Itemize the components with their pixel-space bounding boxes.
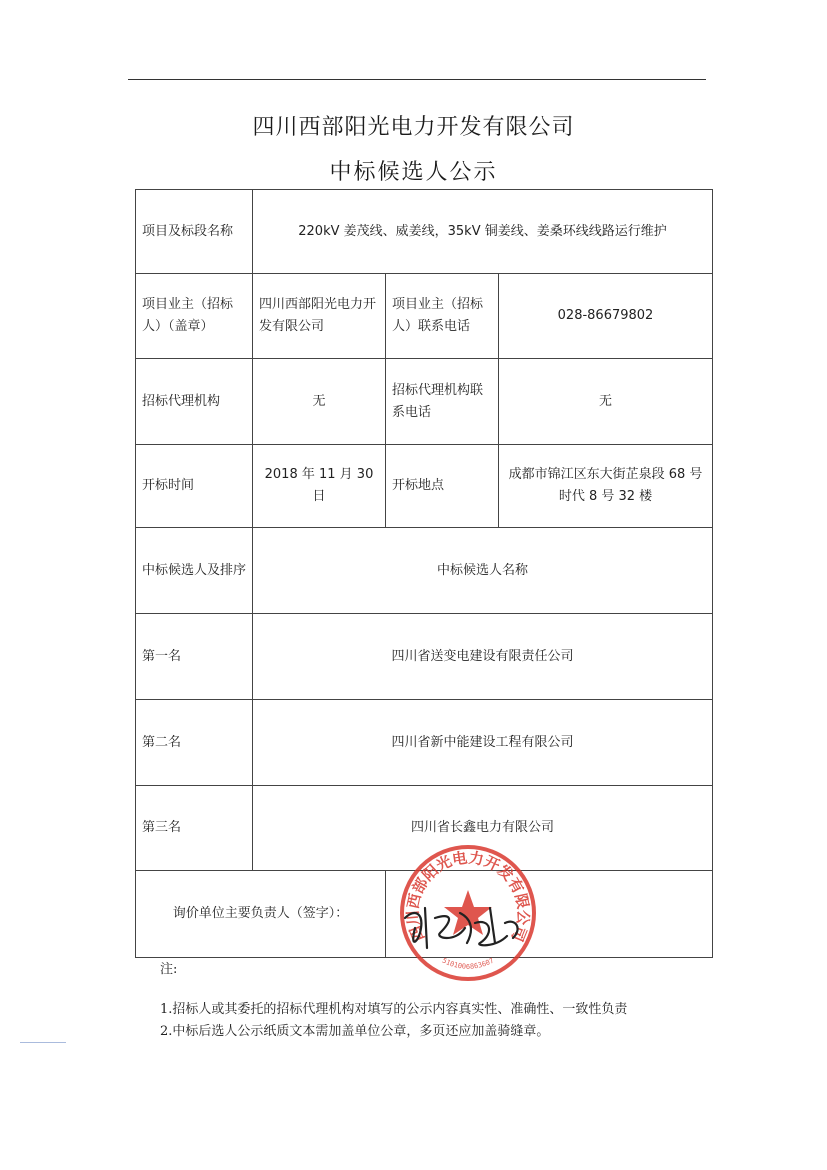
- candidate-rank: 第一名: [136, 614, 253, 700]
- candidate-name: 四川省送变电建设有限责任公司: [253, 614, 713, 700]
- top-rule: [128, 79, 706, 80]
- agency-label: 招标代理机构: [136, 359, 253, 445]
- handwritten-signature: [395, 888, 535, 968]
- open-time-label: 开标时间: [136, 445, 253, 528]
- candidate-name: 四川省新中能建设工程有限公司: [253, 700, 713, 786]
- notes: [160, 958, 627, 1043]
- owner-label: 项目业主（招标人）（盖章）: [136, 274, 253, 359]
- notice-title: 中标候选人公示: [329, 160, 498, 185]
- candidate-rank: 第三名: [136, 786, 253, 871]
- table-row: [136, 614, 713, 700]
- candidate-name: 四川省长鑫电力有限公司: [253, 786, 713, 871]
- seal-text: 四川西部阳光电力开发有限公司: [403, 848, 533, 944]
- table-row: [136, 359, 713, 445]
- agency-phone-label: 招标代理机构联系电话: [386, 359, 499, 445]
- seal-number: 5101006863607: [440, 956, 496, 971]
- scan-mark: [20, 1042, 66, 1043]
- table-row: [136, 700, 713, 786]
- project-label: 项目及标段名称: [136, 190, 253, 274]
- owner-phone-label: 项目业主（招标人）联系电话: [386, 274, 499, 359]
- agency-value: 无: [253, 359, 386, 445]
- owner-phone-value: 028-86679802: [499, 274, 713, 359]
- note-item: 2.中标后选人公示纸质文本需加盖单位公章，多页还应加盖骑缝章。: [160, 1024, 550, 1039]
- table-row: [136, 190, 713, 274]
- candidates-label: 中标候选人及排序: [136, 528, 253, 614]
- project-value: 220kV 姜茂线、威姜线，35kV 铜姜线、姜桑环线线路运行维护: [253, 190, 713, 274]
- company-title: 四川西部阳光电力开发有限公司: [252, 115, 575, 140]
- candidates-header: 中标候选人名称: [253, 528, 713, 614]
- note-item: 1.招标人或其委托的招标代理机构对填写的公示内容真实性、准确性、一致性负责: [160, 1002, 628, 1017]
- open-place-label: 开标地点: [386, 445, 499, 528]
- table-row: [136, 274, 713, 359]
- agency-phone-value: 无: [499, 359, 713, 445]
- open-time-value: 2018 年 11 月 30 日: [253, 445, 386, 528]
- candidate-rank: 第二名: [136, 700, 253, 786]
- owner-value: 四川西部阳光电力开发有限公司: [253, 274, 386, 359]
- notes-label: 注:: [160, 962, 178, 977]
- table-row: [136, 528, 713, 614]
- table-row: [136, 445, 713, 528]
- open-place-value: 成都市锦江区东大街芷泉段 68 号时代 8 号 32 楼: [499, 445, 713, 528]
- signature-label: 询价单位主要负责人（签字）：: [136, 871, 386, 958]
